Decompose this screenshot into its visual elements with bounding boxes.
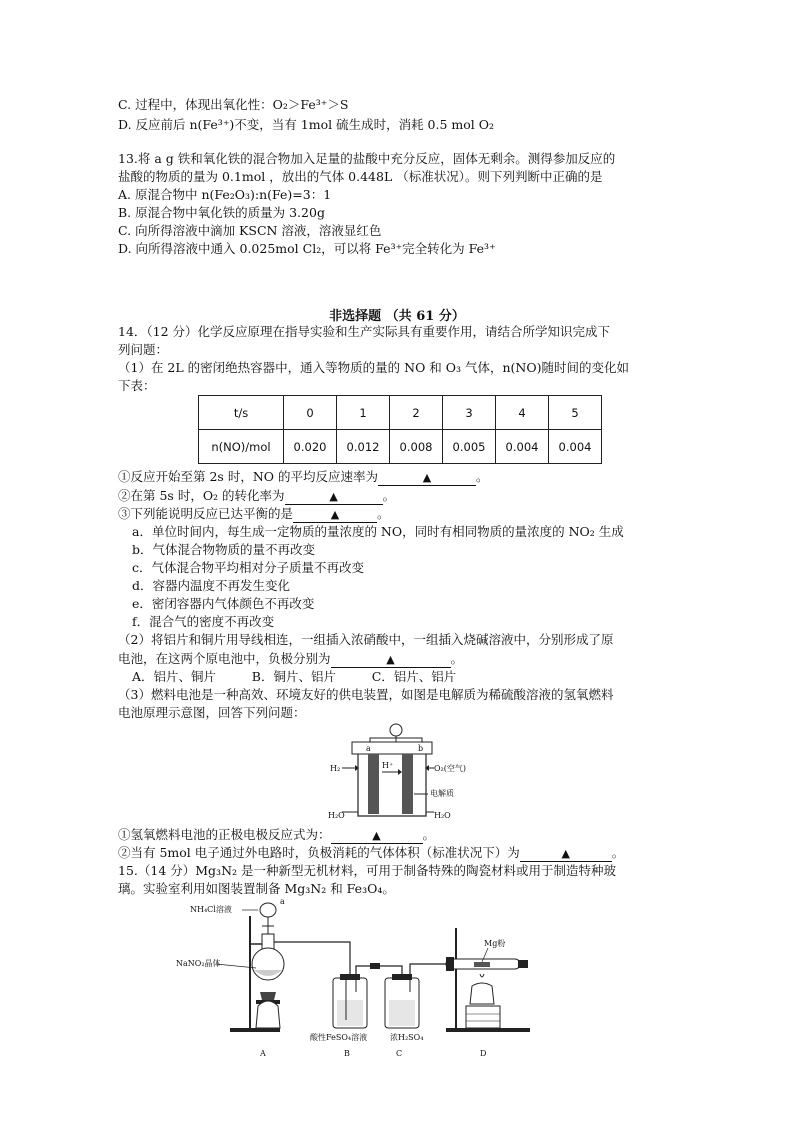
alcohol-lamp-a [256,1001,280,1028]
bulb-icon [390,724,402,736]
label-mg: Mg粉 [484,939,506,948]
separatory-funnel [260,903,276,917]
fuel-cell-diagram [322,720,472,825]
table-row-time [199,396,602,430]
period: 。 [475,469,489,484]
q14-opt-a: a．单位时间内，每生成一定物质的量浓度的 NO，同时有相同物质的量浓度的 NO₂ 生成 [132,524,624,539]
table-cell: 2 [390,396,443,430]
alcohol-lamp-d [470,983,494,1004]
q13-stem-line2: 盐酸的物质的量为 0.1mol ，放出的气体 0.448L （标准状况）。则下列判断中正确的是 [118,169,603,184]
table-header-nno: n(NO)/mol [199,430,284,464]
q14-part1-line1: （1）在 2L 的密闭绝热容器中，通入等物质的量的 NO 和 O₃ 气体，n(NO)随时间的变化如 [118,360,629,375]
q14-sub3-text: ③下列能说明反应已达平衡的是 [118,506,294,521]
answer-blank[interactable]: ▲ [285,490,383,505]
q13-option-d: D. 向所得溶液中通入 0.025mol Cl₂，可以将 Fe³⁺完全转化为 Fe³⁺ [118,241,496,256]
q15-stem-line1: 15.（14 分）Mg₃N₂ 是一种新型无机材料，可用于制备特殊的陶瓷材料或用于制造特种玻 [118,863,616,878]
q14-part2-choices: A．铝片、铜片 B．铜片、铝片 C．铝片、铝片 [132,669,457,684]
q13-option-c: C. 向所得溶液中滴加 KSCN 溶液，溶液显红色 [118,223,382,238]
label-b: b [418,744,424,753]
q14-sub1 [118,468,489,486]
section-title: 非选择题 （共 61 分） [329,309,465,324]
table-cell: 0 [284,396,337,430]
label-electrolyte: 电解质 [430,789,454,798]
table-header-t: t/s [199,396,284,430]
q14-part1-line2: 下表： [118,378,156,393]
label-h2so4: 浓H₂SO₄ [390,1033,424,1042]
q14-sub4 [118,826,435,844]
answer-blank[interactable]: ▲ [520,847,612,862]
table-cell: 3 [443,396,496,430]
q13-option-a: A. 原混合物中 n(Fe₂O₃):n(Fe)=3：1 [118,187,332,202]
cathode-electrode [402,754,413,814]
label-o2: O₂(空气) [434,764,467,773]
table-cell: 0.012 [337,430,390,464]
wood-block [466,1006,500,1028]
q14-sub5 [118,844,624,862]
label-h2o-right: H₂O [434,811,451,820]
q14-sub1-text: ①反应开始至第 2s 时，NO 的平均反应速率为 [118,469,378,484]
label-feso4: 酸性FeSO₄溶液 [310,1033,368,1042]
q14-opt-b: b．气体混合物物质的量不再改变 [132,542,316,557]
q14-opt-d: d．容器内温度不再发生变化 [132,578,291,593]
q14-part3-line1: （3）燃料电池是一种高效、环境友好的供电装置，如图是电解质为稀硫酸溶液的氢氧燃料 [118,687,614,702]
period: 。 [422,827,436,842]
q14-sub4-text: ①氢氧燃料电池的正极电极反应式为： [118,827,331,842]
q14-part2-line2 [118,650,463,668]
table-cell: 0.004 [549,430,602,464]
q13-option-b: B. 原混合物中氧化铁的质量为 3.20g [118,205,325,220]
period: 。 [382,488,396,503]
label-B: B [344,1049,350,1058]
table-cell: 0.008 [390,430,443,464]
q14-sub5-text: ②当有 5mol 电子通过外电路时，负极消耗的气体体积（标准状况下）为 [118,845,520,860]
label-h2o-left: H₂O [328,811,345,820]
label-C: C [396,1049,403,1058]
q14-part2-line1: （2）将铝片和铜片用导线相连，一组插入浓硝酸中，一组插入烧碱溶液中，分别形成了原 [118,632,614,647]
table-cell: 0.004 [496,430,549,464]
label-nano2: NaNO₂晶体 [176,959,221,968]
table-cell: 0.020 [284,430,337,464]
q14-opt-e: e．密闭容器内气体颜色不再改变 [132,596,315,611]
table-cell: 0.005 [443,430,496,464]
period: 。 [450,651,464,666]
anode-electrode [368,754,379,814]
q14-stem-line2: 列问题： [118,342,169,357]
q14-sub2-text: ②在第 5s 时，O₂ 的转化率为 [118,488,285,503]
q13-stem-line1: 13.将 a g 铁和氧化铁的混合物加入足量的盐酸中充分反应，固体无剩余。测得参加反应的 [118,151,616,166]
label-D: D [480,1049,487,1058]
table-cell: 4 [496,396,549,430]
q14-opt-f: f．混合气的密度不再改变 [132,614,275,629]
q14-sub2 [118,487,395,505]
label-A: A [260,1049,266,1058]
period: 。 [611,845,625,860]
answer-blank[interactable]: ▲ [331,653,451,668]
label-hplus: H⁺ [382,761,394,770]
answer-blank[interactable]: ▲ [331,829,423,844]
answer-blank[interactable]: ▲ [293,508,377,523]
q12-option-d: D. 反应前后 n(Fe³⁺)不变，当有 1mol 硫生成时，消耗 0.5 mol O₂ [118,117,495,132]
period: 。 [377,506,390,521]
q15-stem-line2: 璃。实验室利用如图装置制备 Mg₃N₂ 和 Fe₃O₄。 [118,881,395,896]
q14-stem-line1: 14．（12 分）化学反应原理在指导实验和生产实际具有重要作用，请结合所学知识完成下 [118,324,611,339]
q14-part2-text: 电池，在这两个原电池中，负极分别为 [118,651,331,666]
label-a: a [366,744,371,753]
q14-sub3 [118,505,390,523]
q14-part3-line2: 电池原理示意图，回答下列问题： [118,705,306,720]
label-nh4cl: NH₄Cl溶液 [190,905,232,914]
label-h2: H₂ [330,764,341,773]
no-time-table [198,395,602,464]
table-cell: 1 [337,396,390,430]
answer-blank[interactable]: ▲ [378,471,476,486]
apparatus-diagram [170,896,530,1064]
q12-option-c: C. 过程中，体现出氧化性：O₂＞Fe³⁺＞S [118,97,349,112]
table-cell: 5 [549,396,602,430]
table-row-nno [199,430,602,464]
label-a-valve: a [280,897,285,906]
q14-opt-c: c．气体混合物平均相对分子质量不再改变 [132,560,365,575]
